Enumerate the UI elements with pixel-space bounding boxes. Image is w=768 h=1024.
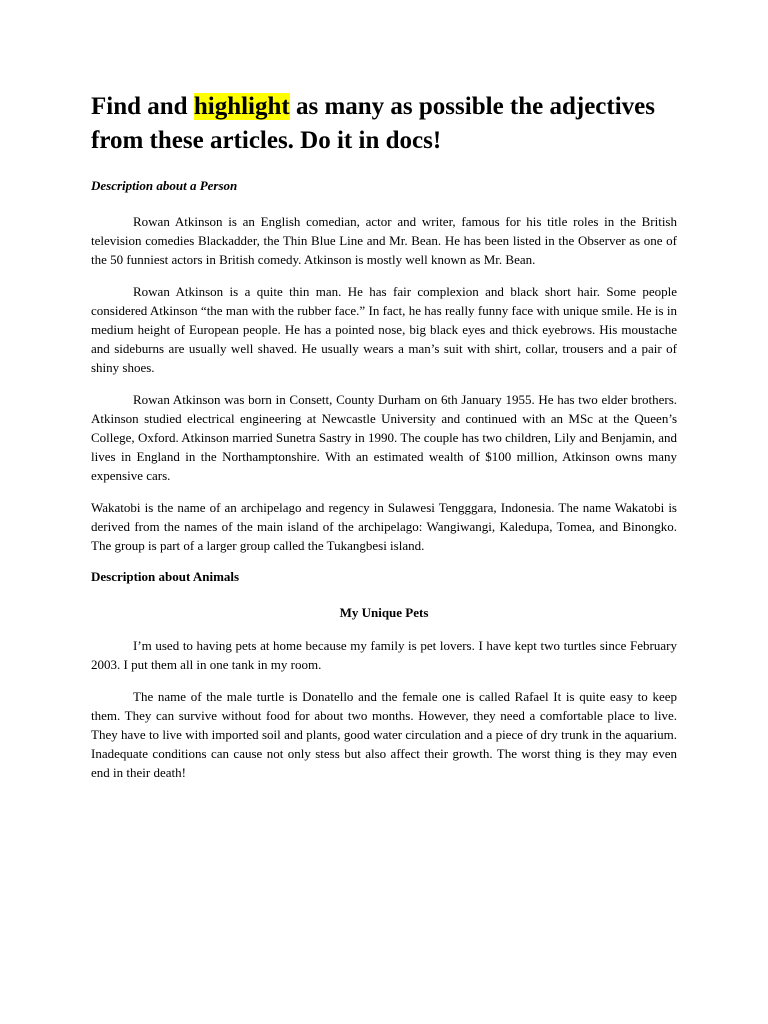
paragraph-person-1: Rowan Atkinson is an English comedian, actor and writer, famous for his title roles in the British television comedies Blackadder, the Thin Blue Line and Mr. Bean. He has been listed in the Observer as one of the 50 funniest actors in British comedy. Atkinson is mostly well known as Mr. Bean. <box>91 214 677 268</box>
section-heading-animals: Description about Animals <box>91 569 240 585</box>
page-title <box>91 90 677 158</box>
title-text-after: as many as possible the adjectives from these articles. Do it in docs! <box>91 93 656 154</box>
pets-title: My Unique Pets <box>339 605 429 621</box>
paragraph-pets-2: The name of the male turtle is Donatello and the female one is called Rafael It is quite easy to keep them. They can survive without food for about two months. However, they need a comfortable place to live. They have to live with imported soil and plants, good water circulation and a piece of dry trunk in the aquarium. Inadequate conditions can cause not only stess but also affect their growth. The worst thing is they may even end in their death! <box>91 688 677 781</box>
section-heading-person: Description about a Person <box>91 178 238 193</box>
paragraph-person-2: Rowan Atkinson is a quite thin man. He has fair complexion and black short hair. Some people considered Atkinson “the man with the rubber face.” In fact, he has really funny face with unique smile. He is in medium height of European people. He has a pointed nose, big black eyes and thick eyebrows. His moustache and sideburns are usually well shaved. He usually wears a man’s suit with shirt, collar, trousers and a pair of shiny shoes. <box>91 283 677 376</box>
paragraph-person-3: Rowan Atkinson was born in Consett, County Durham on 6th January 1955. He has two elder brothers. Atkinson studied electrical engineering at Newcastle University and continued with an MSc at the Queen’s College, Oxford. Atkinson married Sunetra Sastry in 1990. The couple has two children, Lily and Benjamin, and lives in England in the Northamptonshire. With an estimated wealth of $100 million, Atkinson owns many expensive cars. <box>91 391 677 484</box>
title-highlighted-word: highlight <box>193 93 290 120</box>
paragraph-pets-1: I’m used to having pets at home because my family is pet lovers. I have kept two turtles since February 2003. I put them all in one tank in my room. <box>91 638 677 673</box>
paragraph-wakatobi: Wakatobi is the name of an archipelago and regency in Sulawesi Tengggara, Indonesia. The name Wakatobi is derived from the names of the main island of the archipelago: Wangiwangi, Kaledupa, Tomea, and Binongko. The group is part of a larger group called the Tukangbesi island. <box>91 499 677 554</box>
title-text-before: Find and <box>91 93 194 120</box>
